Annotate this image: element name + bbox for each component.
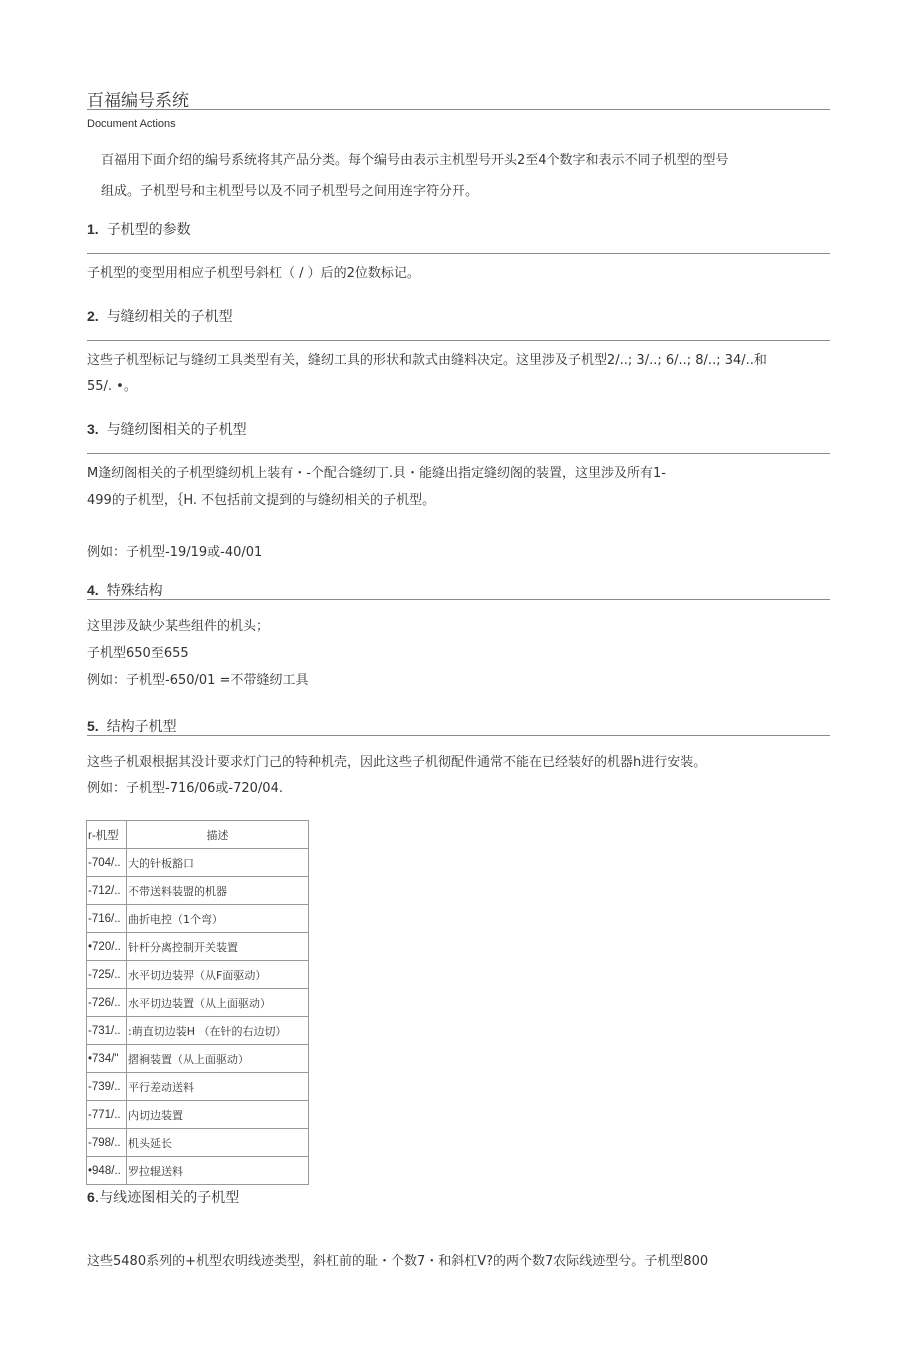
table-row xyxy=(87,1045,309,1073)
section-4-divider xyxy=(87,599,830,600)
table-row xyxy=(87,905,309,933)
section-title: .与线迹图相关的子机型 xyxy=(94,1190,240,1206)
page-title: 百福编号系统 xyxy=(87,91,189,111)
section-title: 与缝纫图相关的子机型 xyxy=(106,422,247,438)
table-cell-description: 水平切边装羿（从F面驱动） xyxy=(127,961,309,989)
table-cell-code: •720/.. xyxy=(87,933,127,961)
section-6-line-1: 这些5480系列的+机型农明线迹类型，斜杠前的耻・个数7・和斜杠V?的两个数7农际线迹型兮。子机型800 xyxy=(87,1254,709,1269)
table-row xyxy=(87,1157,309,1185)
table-cell-description: 内切边装置 xyxy=(127,1101,309,1129)
table-cell-description: 平行差动送料 xyxy=(127,1073,309,1101)
section-2-line-1: 这些子机型标记与缝纫工具类型有关，缝纫工具的形状和款式由缝料决定。这里涉及子机型2/..; 3/..; 6/..; 8/..; 34/..和 xyxy=(87,353,767,368)
table-row xyxy=(87,961,309,989)
table-row xyxy=(87,849,309,877)
table-row xyxy=(87,877,309,905)
section-title: 与缝纫相关的子机型 xyxy=(106,309,233,325)
table-header-row xyxy=(87,821,309,849)
section-4-heading xyxy=(87,580,163,600)
section-4-line-1: 这里涉及缺少某些组件的机头； xyxy=(87,619,270,634)
intro-line-2: 组成。子机型号和主机型号以及不同子机型号之间用连字符分幵。 xyxy=(101,184,479,199)
table-cell-description: 摺裥装置（从上面驱动） xyxy=(127,1045,309,1073)
section-6-heading xyxy=(87,1187,239,1207)
table-cell-description: 水平切边装置（从上面驱动） xyxy=(127,989,309,1017)
section-5-heading xyxy=(87,716,177,736)
section-title: 子机型的参数 xyxy=(106,222,191,238)
section-1-heading xyxy=(87,219,191,239)
section-5-divider xyxy=(87,735,830,736)
section-number: 1. xyxy=(87,221,99,237)
section-number: 6 xyxy=(87,1189,95,1205)
section-3-example: 例如：子机型-19/19或-40/01 xyxy=(87,545,263,560)
section-2-line-2: 55/. •。 xyxy=(87,379,137,394)
submodel-table xyxy=(86,820,309,1185)
table-cell-code: -731/.. xyxy=(87,1017,127,1045)
section-2-divider xyxy=(87,340,830,341)
table-cell-code: -725/.. xyxy=(87,961,127,989)
table-cell-code: -716/.. xyxy=(87,905,127,933)
table-header-description: 描述 xyxy=(127,821,309,849)
section-number: 2. xyxy=(87,308,99,324)
section-4-example: 例如：子机型-650/01 =不带缝纫工具 xyxy=(87,673,309,688)
section-number: 3. xyxy=(87,421,99,437)
section-2-heading xyxy=(87,306,233,326)
table-cell-code: •948/.. xyxy=(87,1157,127,1185)
table-cell-description: 不带送料装盟的机器 xyxy=(127,877,309,905)
table-row xyxy=(87,933,309,961)
table-cell-code: -798/.. xyxy=(87,1129,127,1157)
section-5-line-1: 这些子机艰根据其没计要求灯门己的特种机壳，因此这些子机彻配件通常不能在已经装好的机器h进行安装。 xyxy=(87,755,707,770)
table-row xyxy=(87,989,309,1017)
title-divider xyxy=(87,109,830,110)
section-1-line-1: 子机型的变型用相应子机型号斜杠（ / ）后的2位数标记。 xyxy=(87,266,420,281)
section-3-line-1: M逢纫阁相关的子机型缝纫机上装有・-个配合缝纫丁.貝・能缝出指定缝纫阁的装置，这里涉及所有1- xyxy=(87,466,667,481)
section-3-heading xyxy=(87,419,247,439)
table-cell-description: :萌直切边装H （在针的右边切） xyxy=(127,1017,309,1045)
table-cell-code: -771/.. xyxy=(87,1101,127,1129)
intro-line-1: 百福用下面介绍的编号系统将其产品分类。每个编号由表示主机型号开头2至4个数字和表示不同子机型的型号 xyxy=(101,153,729,168)
section-4-line-2: 子机型650至655 xyxy=(87,646,189,661)
table-cell-code: -726/.. xyxy=(87,989,127,1017)
table-cell-code: -739/.. xyxy=(87,1073,127,1101)
table-cell-code: -712/.. xyxy=(87,877,127,905)
section-3-line-2: 499的子机型，｛H. 不包括前文提到的与缝纫相关的子机型。 xyxy=(87,493,436,508)
section-3-divider xyxy=(87,453,830,454)
section-5-example: 例如：子机型-716/06或-720/04. xyxy=(87,781,283,796)
table-cell-description: 机头延长 xyxy=(127,1129,309,1157)
table-cell-description: 曲折电控（1个弯） xyxy=(127,905,309,933)
table-cell-code: -704/.. xyxy=(87,849,127,877)
table-cell-description: 针杆分离控制开关装置 xyxy=(127,933,309,961)
table-row xyxy=(87,1073,309,1101)
table-cell-description: 罗拉辊送料 xyxy=(127,1157,309,1185)
table-cell-description: 大的针板豁口 xyxy=(127,849,309,877)
table-cell-code: •734/" xyxy=(87,1045,127,1073)
table-row xyxy=(87,1101,309,1129)
section-title: 结构子机型 xyxy=(106,719,177,735)
table-header-code: r-机型 xyxy=(87,821,127,849)
document-actions-link[interactable]: Document Actions xyxy=(87,118,176,130)
table-row xyxy=(87,1129,309,1157)
table-row xyxy=(87,1017,309,1045)
section-number: 4. xyxy=(87,582,99,598)
section-number: 5. xyxy=(87,718,99,734)
section-title: 特殊结构 xyxy=(106,583,163,599)
section-1-divider xyxy=(87,253,830,254)
